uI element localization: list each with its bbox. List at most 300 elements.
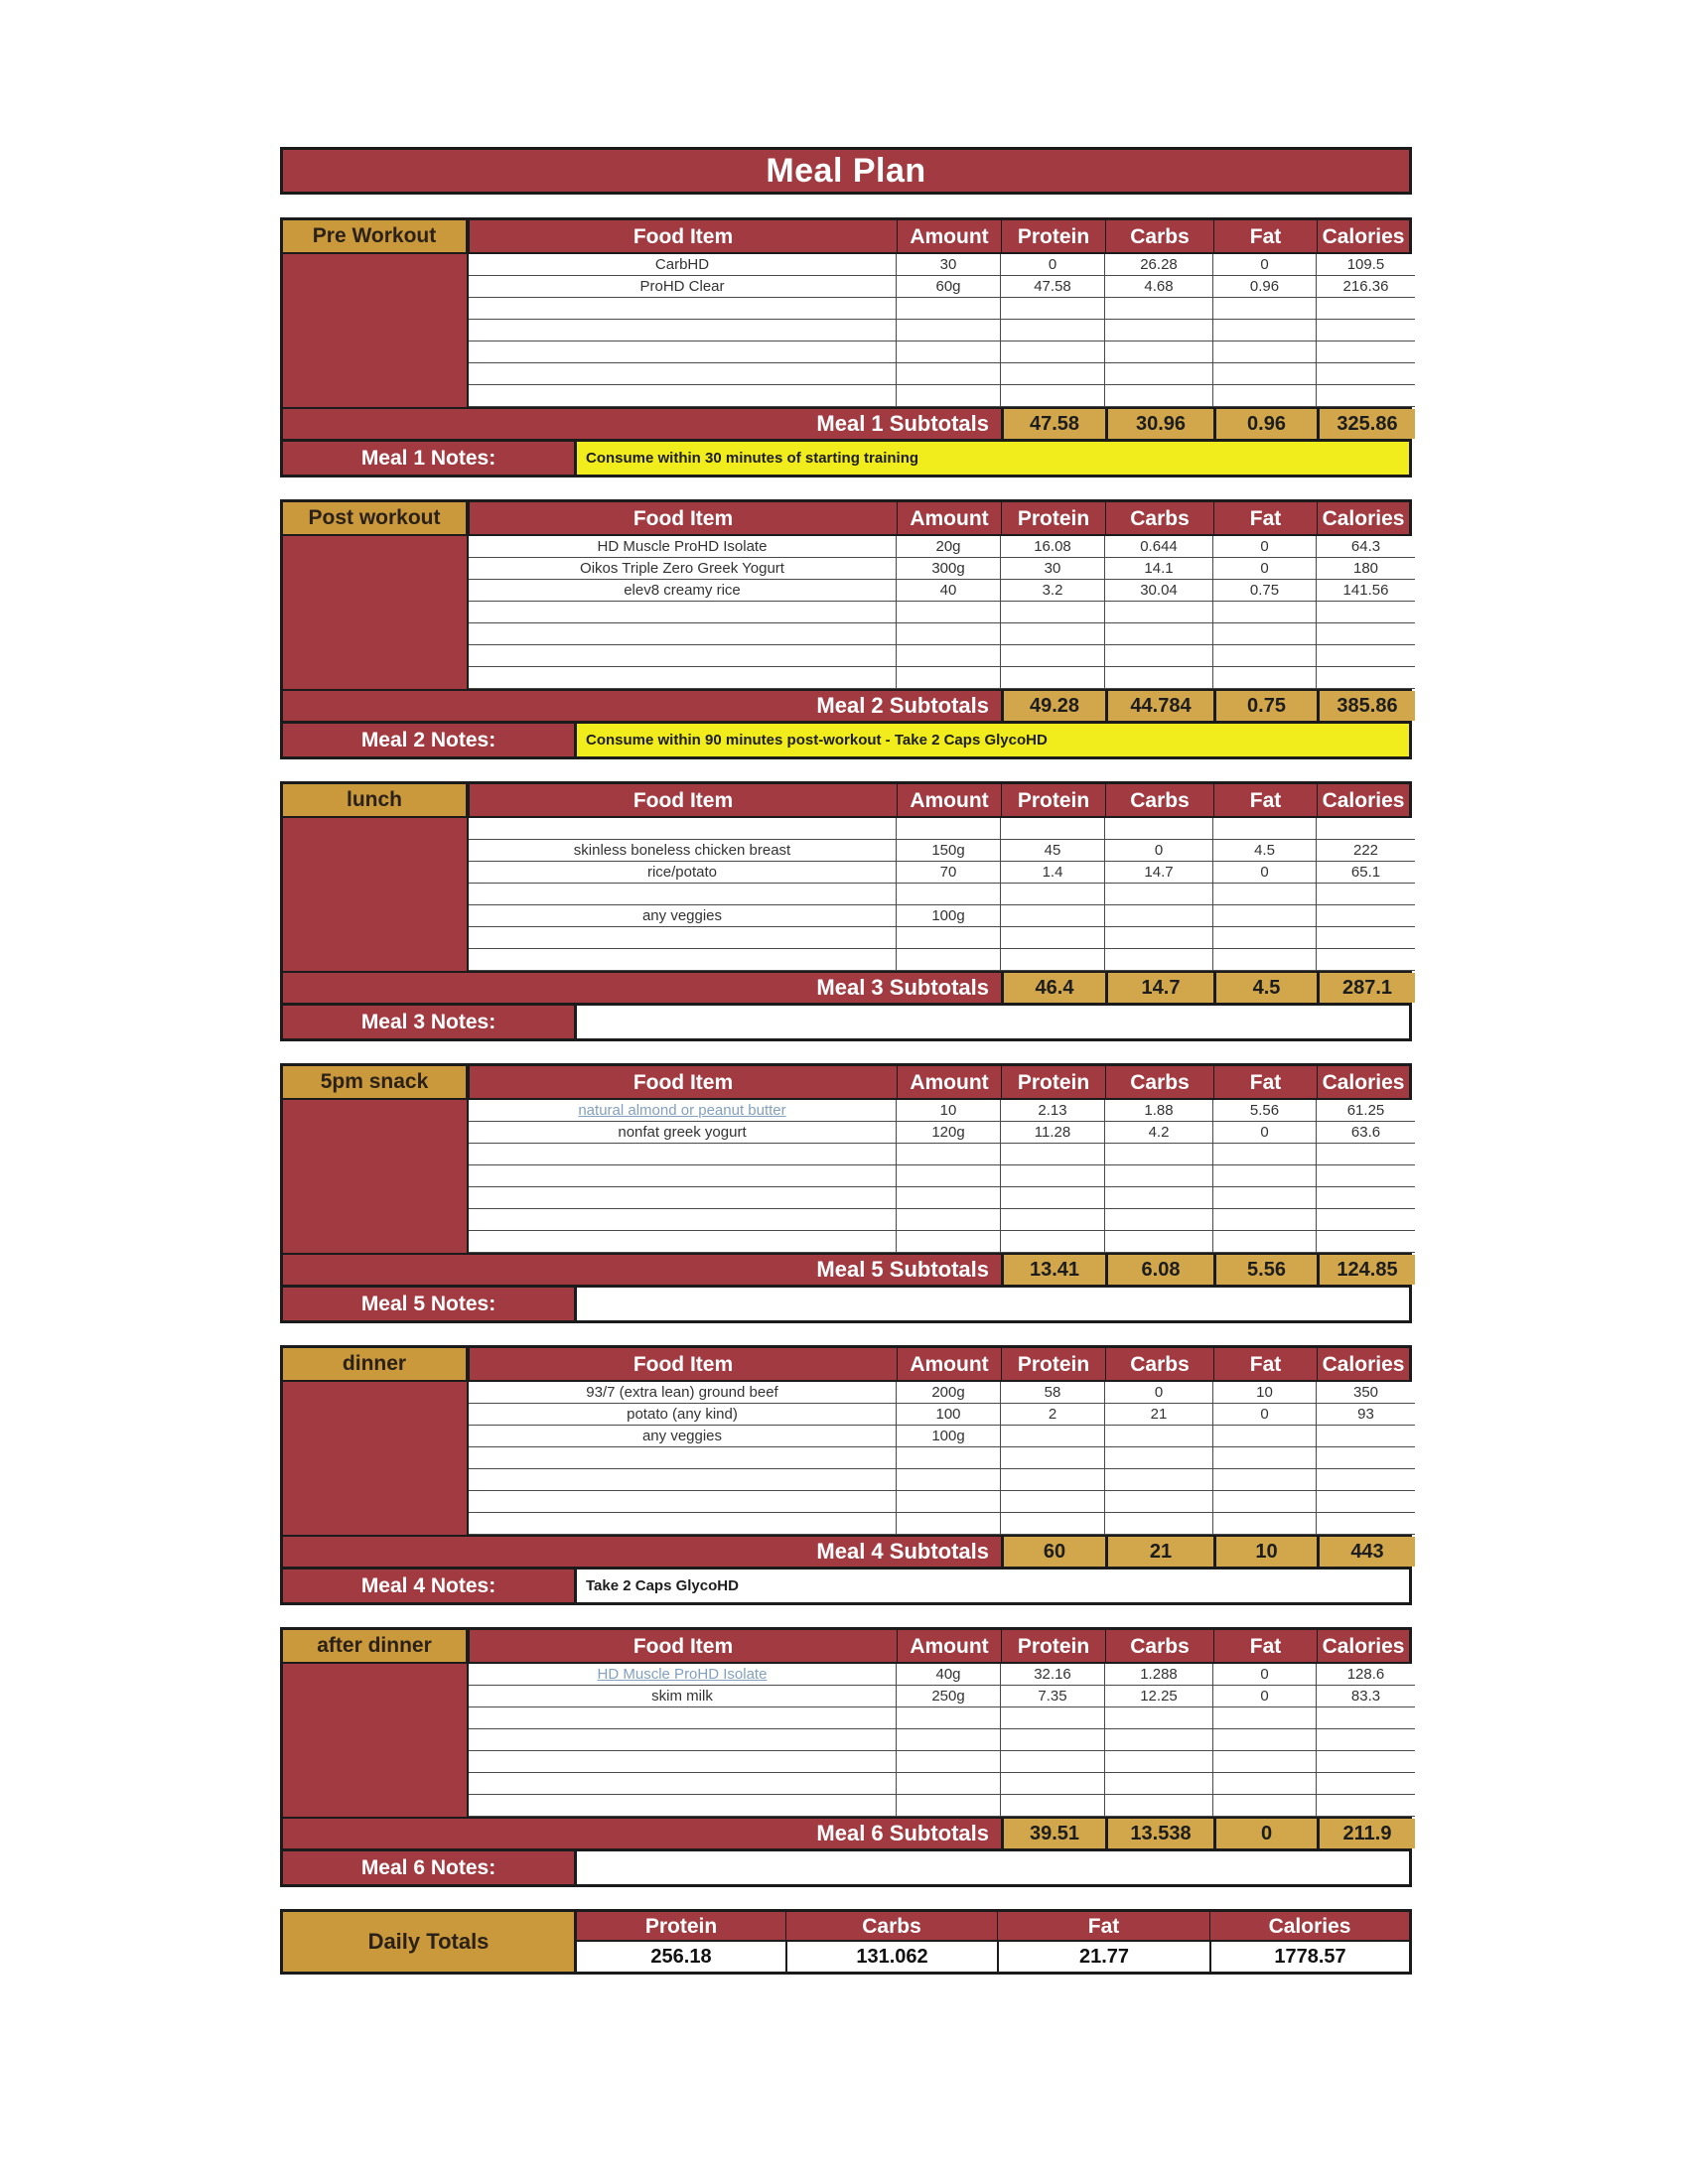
protein-cell <box>1001 1426 1105 1447</box>
calories-cell: 61.25 <box>1317 1100 1415 1122</box>
fat-cell <box>1213 1209 1317 1231</box>
subtotal-label: Meal 4 Subtotals <box>816 1539 989 1564</box>
table-row <box>469 1795 1415 1817</box>
food-item-cell: Oikos Triple Zero Greek Yogurt <box>469 558 897 580</box>
amount-cell <box>897 1729 1001 1751</box>
table-row <box>469 1231 1415 1253</box>
table-row <box>469 1664 1415 1686</box>
section-sidebar <box>283 254 469 407</box>
daily-totals-header-row <box>577 1912 1409 1942</box>
column-header-food-item: Food Item <box>469 502 897 534</box>
column-header-amount: Amount <box>897 220 1001 252</box>
table-row <box>469 363 1415 385</box>
subtotal-protein: 60 <box>1001 1537 1105 1567</box>
subtotal-label: Meal 2 Subtotals <box>816 693 989 718</box>
fat-cell: 0 <box>1213 1686 1317 1707</box>
column-header-carbs: Carbs <box>1105 784 1213 816</box>
section-sidebar <box>283 818 469 971</box>
table-row <box>469 1751 1415 1773</box>
subtotal-carbs: 44.784 <box>1105 691 1213 721</box>
calories-cell: 180 <box>1317 558 1415 580</box>
fat-cell: 0 <box>1213 536 1317 558</box>
subtotal-row <box>283 689 1409 721</box>
protein-cell: 45 <box>1001 840 1105 862</box>
carbs-cell <box>1105 1751 1213 1773</box>
subtotal-calories: 287.1 <box>1317 973 1415 1003</box>
amount-cell <box>897 645 1001 667</box>
amount-cell: 100 <box>897 1404 1001 1426</box>
food-item-cell <box>469 1513 897 1535</box>
calories-cell <box>1317 385 1415 407</box>
subtotal-label: Meal 5 Subtotals <box>816 1257 989 1282</box>
section-body <box>283 254 1409 407</box>
column-header-fat: Fat <box>1213 220 1317 252</box>
column-header-protein: Protein <box>1001 220 1105 252</box>
food-item-cell <box>469 1751 897 1773</box>
table-row <box>469 580 1415 602</box>
carbs-cell <box>1105 927 1213 949</box>
subtotal-row <box>283 1535 1409 1567</box>
amount-cell <box>897 1469 1001 1491</box>
calories-cell <box>1317 949 1415 971</box>
calories-cell <box>1317 1447 1415 1469</box>
protein-cell <box>1001 1144 1105 1165</box>
carbs-cell: 0.644 <box>1105 536 1213 558</box>
fat-cell <box>1213 1491 1317 1513</box>
table-row <box>469 558 1415 580</box>
calories-cell: 65.1 <box>1317 862 1415 884</box>
daily-totals-header-carbs: Carbs <box>785 1912 997 1940</box>
carbs-cell: 1.288 <box>1105 1664 1213 1686</box>
calories-cell <box>1317 341 1415 363</box>
section-body <box>283 536 1409 689</box>
column-header-carbs: Carbs <box>1105 502 1213 534</box>
carbs-cell <box>1105 1707 1213 1729</box>
daily-total-carbs: 131.062 <box>785 1942 997 1972</box>
fat-cell <box>1213 320 1317 341</box>
fat-cell <box>1213 1469 1317 1491</box>
protein-cell <box>1001 1729 1105 1751</box>
protein-cell <box>1001 1187 1105 1209</box>
amount-cell: 250g <box>897 1686 1001 1707</box>
calories-cell <box>1317 645 1415 667</box>
table-row <box>469 1404 1415 1426</box>
calories-cell: 350 <box>1317 1382 1415 1404</box>
meal-section <box>280 781 1412 1041</box>
calories-cell <box>1317 320 1415 341</box>
food-item-cell: skim milk <box>469 1686 897 1707</box>
carbs-cell: 4.68 <box>1105 276 1213 298</box>
meal-section <box>280 1063 1412 1323</box>
table-row <box>469 385 1415 407</box>
notes-field: Consume within 30 minutes of starting training <box>577 442 1409 475</box>
table-row <box>469 645 1415 667</box>
carbs-cell <box>1105 1209 1213 1231</box>
table-row <box>469 1426 1415 1447</box>
column-header-amount: Amount <box>897 1066 1001 1098</box>
protein-cell: 16.08 <box>1001 536 1105 558</box>
section-header-row <box>283 784 1409 818</box>
amount-cell <box>897 602 1001 623</box>
carbs-cell <box>1105 320 1213 341</box>
food-item-cell: nonfat greek yogurt <box>469 1122 897 1144</box>
fat-cell: 4.5 <box>1213 840 1317 862</box>
subtotal-row <box>283 407 1409 439</box>
column-header-carbs: Carbs <box>1105 220 1213 252</box>
subtotal-row <box>283 971 1409 1003</box>
carbs-cell <box>1105 602 1213 623</box>
fat-cell <box>1213 1751 1317 1773</box>
carbs-cell <box>1105 1469 1213 1491</box>
carbs-cell: 30.04 <box>1105 580 1213 602</box>
column-header-amount: Amount <box>897 1630 1001 1662</box>
column-header-calories: Calories <box>1317 1066 1409 1098</box>
notes-row <box>283 1285 1409 1320</box>
food-item-cell <box>469 1144 897 1165</box>
protein-cell: 47.58 <box>1001 276 1105 298</box>
notes-label: Meal 6 Notes: <box>283 1851 577 1884</box>
carbs-cell <box>1105 363 1213 385</box>
page-title: Meal Plan <box>280 147 1412 195</box>
section-sidebar <box>283 1382 469 1535</box>
protein-cell: 11.28 <box>1001 1122 1105 1144</box>
amount-cell <box>897 1491 1001 1513</box>
calories-cell: 83.3 <box>1317 1686 1415 1707</box>
table-row <box>469 1122 1415 1144</box>
table-row <box>469 536 1415 558</box>
section-rows <box>469 254 1415 407</box>
table-row <box>469 1382 1415 1404</box>
amount-cell <box>897 1231 1001 1253</box>
meal-section <box>280 1627 1412 1887</box>
table-row <box>469 1447 1415 1469</box>
table-row <box>469 1144 1415 1165</box>
column-header-protein: Protein <box>1001 1348 1105 1380</box>
table-row <box>469 602 1415 623</box>
section-sidebar <box>283 536 469 689</box>
daily-total-fat: 21.77 <box>997 1942 1209 1972</box>
amount-cell: 200g <box>897 1382 1001 1404</box>
subtotal-protein: 47.58 <box>1001 409 1105 439</box>
amount-cell <box>897 927 1001 949</box>
fat-cell <box>1213 602 1317 623</box>
daily-totals-table <box>280 1909 1412 1975</box>
meal-label: Post workout <box>283 502 469 534</box>
protein-cell: 2 <box>1001 1404 1105 1426</box>
amount-cell: 100g <box>897 1426 1001 1447</box>
column-header-carbs: Carbs <box>1105 1630 1213 1662</box>
section-header-row <box>283 1348 1409 1382</box>
carbs-cell <box>1105 667 1213 689</box>
food-item-cell <box>469 884 897 905</box>
column-header-calories: Calories <box>1317 784 1409 816</box>
calories-cell <box>1317 1165 1415 1187</box>
table-row <box>469 949 1415 971</box>
table-row <box>469 254 1415 276</box>
section-body <box>283 1664 1409 1817</box>
subtotal-protein: 49.28 <box>1001 691 1105 721</box>
section-rows <box>469 536 1415 689</box>
subtotal-row <box>283 1817 1409 1848</box>
table-row <box>469 1707 1415 1729</box>
amount-cell: 100g <box>897 905 1001 927</box>
meal-plan-document <box>280 147 1412 1975</box>
column-header-calories: Calories <box>1317 502 1409 534</box>
fat-cell: 0 <box>1213 254 1317 276</box>
protein-cell: 30 <box>1001 558 1105 580</box>
table-row <box>469 623 1415 645</box>
notes-field <box>577 1288 1409 1320</box>
protein-cell <box>1001 949 1105 971</box>
table-row <box>469 1165 1415 1187</box>
fat-cell <box>1213 1447 1317 1469</box>
table-row <box>469 341 1415 363</box>
notes-row <box>283 1848 1409 1884</box>
calories-cell: 222 <box>1317 840 1415 862</box>
section-rows <box>469 1100 1415 1253</box>
food-item-cell: 93/7 (extra lean) ground beef <box>469 1382 897 1404</box>
amount-cell <box>897 1187 1001 1209</box>
food-item-cell <box>469 1209 897 1231</box>
daily-total-calories: 1778.57 <box>1209 1942 1409 1972</box>
calories-cell <box>1317 1209 1415 1231</box>
column-header-carbs: Carbs <box>1105 1066 1213 1098</box>
column-header-calories: Calories <box>1317 1348 1409 1380</box>
protein-cell <box>1001 623 1105 645</box>
column-header-protein: Protein <box>1001 502 1105 534</box>
food-item-link[interactable]: natural almond or peanut butter <box>469 1100 897 1122</box>
food-item-cell <box>469 1729 897 1751</box>
food-item-cell: elev8 creamy rice <box>469 580 897 602</box>
amount-cell: 40 <box>897 580 1001 602</box>
food-item-cell <box>469 1187 897 1209</box>
amount-cell: 120g <box>897 1122 1001 1144</box>
food-item-cell <box>469 667 897 689</box>
table-row <box>469 840 1415 862</box>
column-header-calories: Calories <box>1317 220 1409 252</box>
subtotal-calories: 124.85 <box>1317 1255 1415 1285</box>
carbs-cell <box>1105 884 1213 905</box>
carbs-cell: 1.88 <box>1105 1100 1213 1122</box>
daily-totals-header-calories: Calories <box>1209 1912 1409 1940</box>
fat-cell <box>1213 1231 1317 1253</box>
protein-cell: 7.35 <box>1001 1686 1105 1707</box>
table-row <box>469 1729 1415 1751</box>
column-header-food-item: Food Item <box>469 1348 897 1380</box>
amount-cell: 70 <box>897 862 1001 884</box>
notes-field: Take 2 Caps GlycoHD <box>577 1570 1409 1602</box>
fat-cell: 0 <box>1213 558 1317 580</box>
subtotal-carbs: 21 <box>1105 1537 1213 1567</box>
amount-cell: 300g <box>897 558 1001 580</box>
food-item-link[interactable]: HD Muscle ProHD Isolate <box>469 1664 897 1686</box>
column-header-amount: Amount <box>897 784 1001 816</box>
carbs-cell <box>1105 818 1213 840</box>
column-header-protein: Protein <box>1001 1630 1105 1662</box>
food-item-cell <box>469 602 897 623</box>
table-row <box>469 1491 1415 1513</box>
fat-cell: 0 <box>1213 1404 1317 1426</box>
carbs-cell <box>1105 1513 1213 1535</box>
carbs-cell <box>1105 949 1213 971</box>
daily-total-protein: 256.18 <box>650 1946 712 1968</box>
fat-cell <box>1213 1773 1317 1795</box>
calories-cell: 63.6 <box>1317 1122 1415 1144</box>
amount-cell <box>897 1144 1001 1165</box>
subtotal-carbs: 30.96 <box>1105 409 1213 439</box>
calories-cell: 93 <box>1317 1404 1415 1426</box>
carbs-cell <box>1105 905 1213 927</box>
fat-cell <box>1213 1513 1317 1535</box>
notes-label: Meal 4 Notes: <box>283 1570 577 1602</box>
notes-label: Meal 3 Notes: <box>283 1006 577 1038</box>
carbs-cell <box>1105 1491 1213 1513</box>
calories-cell <box>1317 1751 1415 1773</box>
table-row <box>469 1469 1415 1491</box>
table-row <box>469 1187 1415 1209</box>
fat-cell <box>1213 905 1317 927</box>
column-header-fat: Fat <box>1213 1348 1317 1380</box>
food-item-cell <box>469 363 897 385</box>
fat-cell: 10 <box>1213 1382 1317 1404</box>
fat-cell: 5.56 <box>1213 1100 1317 1122</box>
subtotal-calories: 325.86 <box>1317 409 1415 439</box>
section-header-row <box>283 502 1409 536</box>
amount-cell <box>897 1751 1001 1773</box>
column-header-food-item: Food Item <box>469 220 897 252</box>
amount-cell <box>897 1447 1001 1469</box>
food-item-cell: any veggies <box>469 1426 897 1447</box>
carbs-cell <box>1105 1447 1213 1469</box>
amount-cell <box>897 1165 1001 1187</box>
daily-totals-grid <box>577 1912 1409 1972</box>
carbs-cell: 0 <box>1105 1382 1213 1404</box>
carbs-cell <box>1105 1187 1213 1209</box>
amount-cell: 40g <box>897 1664 1001 1686</box>
column-header-food-item: Food Item <box>469 784 897 816</box>
fat-cell: 0 <box>1213 1122 1317 1144</box>
protein-cell <box>1001 602 1105 623</box>
calories-cell <box>1317 298 1415 320</box>
notes-row <box>283 1003 1409 1038</box>
amount-cell <box>897 884 1001 905</box>
amount-cell: 10 <box>897 1100 1001 1122</box>
calories-cell: 109.5 <box>1317 254 1415 276</box>
notes-row <box>283 1567 1409 1602</box>
amount-cell: 20g <box>897 536 1001 558</box>
column-header-fat: Fat <box>1213 502 1317 534</box>
subtotal-fat: 4.5 <box>1213 973 1317 1003</box>
column-header-amount: Amount <box>897 1348 1001 1380</box>
table-row <box>469 1209 1415 1231</box>
amount-cell <box>897 667 1001 689</box>
subtotal-calories: 385.86 <box>1317 691 1415 721</box>
protein-cell: 1.4 <box>1001 862 1105 884</box>
food-item-cell <box>469 1447 897 1469</box>
column-header-calories: Calories <box>1317 1630 1409 1662</box>
food-item-cell <box>469 385 897 407</box>
amount-cell <box>897 341 1001 363</box>
subtotal-row <box>283 1253 1409 1285</box>
fat-cell: 0 <box>1213 862 1317 884</box>
meal-sections <box>280 217 1412 1887</box>
food-item-cell <box>469 1795 897 1817</box>
carbs-cell <box>1105 1165 1213 1187</box>
table-row <box>469 320 1415 341</box>
meal-label: lunch <box>283 784 469 816</box>
table-row <box>469 667 1415 689</box>
amount-cell <box>897 320 1001 341</box>
amount-cell <box>897 385 1001 407</box>
carbs-cell <box>1105 298 1213 320</box>
protein-cell <box>1001 1469 1105 1491</box>
meal-section <box>280 499 1412 759</box>
section-body <box>283 1382 1409 1535</box>
fat-cell <box>1213 927 1317 949</box>
fat-cell <box>1213 818 1317 840</box>
fat-cell <box>1213 623 1317 645</box>
notes-label: Meal 2 Notes: <box>283 724 577 756</box>
fat-cell <box>1213 1426 1317 1447</box>
column-header-protein: Protein <box>1001 784 1105 816</box>
calories-cell <box>1317 1426 1415 1447</box>
carbs-cell <box>1105 1795 1213 1817</box>
food-item-cell: ProHD Clear <box>469 276 897 298</box>
amount-cell: 150g <box>897 840 1001 862</box>
meal-section <box>280 1345 1412 1605</box>
section-header-row <box>283 1066 1409 1100</box>
table-row <box>469 1773 1415 1795</box>
subtotal-fat: 5.56 <box>1213 1255 1317 1285</box>
carbs-cell: 12.25 <box>1105 1686 1213 1707</box>
protein-cell <box>1001 1491 1105 1513</box>
food-item-cell <box>469 818 897 840</box>
calories-cell <box>1317 884 1415 905</box>
section-body <box>283 1100 1409 1253</box>
fat-cell <box>1213 949 1317 971</box>
amount-cell <box>897 1773 1001 1795</box>
amount-cell <box>897 298 1001 320</box>
subtotal-carbs: 13.538 <box>1105 1819 1213 1848</box>
notes-field <box>577 1851 1409 1884</box>
protein-cell: 0 <box>1001 254 1105 276</box>
column-header-carbs: Carbs <box>1105 1348 1213 1380</box>
fat-cell: 0.75 <box>1213 580 1317 602</box>
daily-totals-values-row <box>577 1942 1409 1972</box>
table-row <box>469 818 1415 840</box>
protein-cell <box>1001 363 1105 385</box>
table-row <box>469 862 1415 884</box>
fat-cell <box>1213 1729 1317 1751</box>
calories-cell <box>1317 1729 1415 1751</box>
carbs-cell: 14.7 <box>1105 862 1213 884</box>
column-header-protein: Protein <box>1001 1066 1105 1098</box>
section-sidebar <box>283 1100 469 1253</box>
carbs-cell <box>1105 1426 1213 1447</box>
daily-totals-header-protein: Protein <box>644 1915 718 1938</box>
calories-cell <box>1317 927 1415 949</box>
protein-cell <box>1001 667 1105 689</box>
food-item-cell <box>469 320 897 341</box>
carbs-cell: 14.1 <box>1105 558 1213 580</box>
subtotal-fat: 0.75 <box>1213 691 1317 721</box>
daily-totals-label: Daily Totals <box>283 1912 577 1972</box>
protein-cell <box>1001 1707 1105 1729</box>
notes-label: Meal 5 Notes: <box>283 1288 577 1320</box>
subtotal-label: Meal 3 Subtotals <box>816 975 989 1000</box>
food-item-cell: any veggies <box>469 905 897 927</box>
protein-cell <box>1001 385 1105 407</box>
